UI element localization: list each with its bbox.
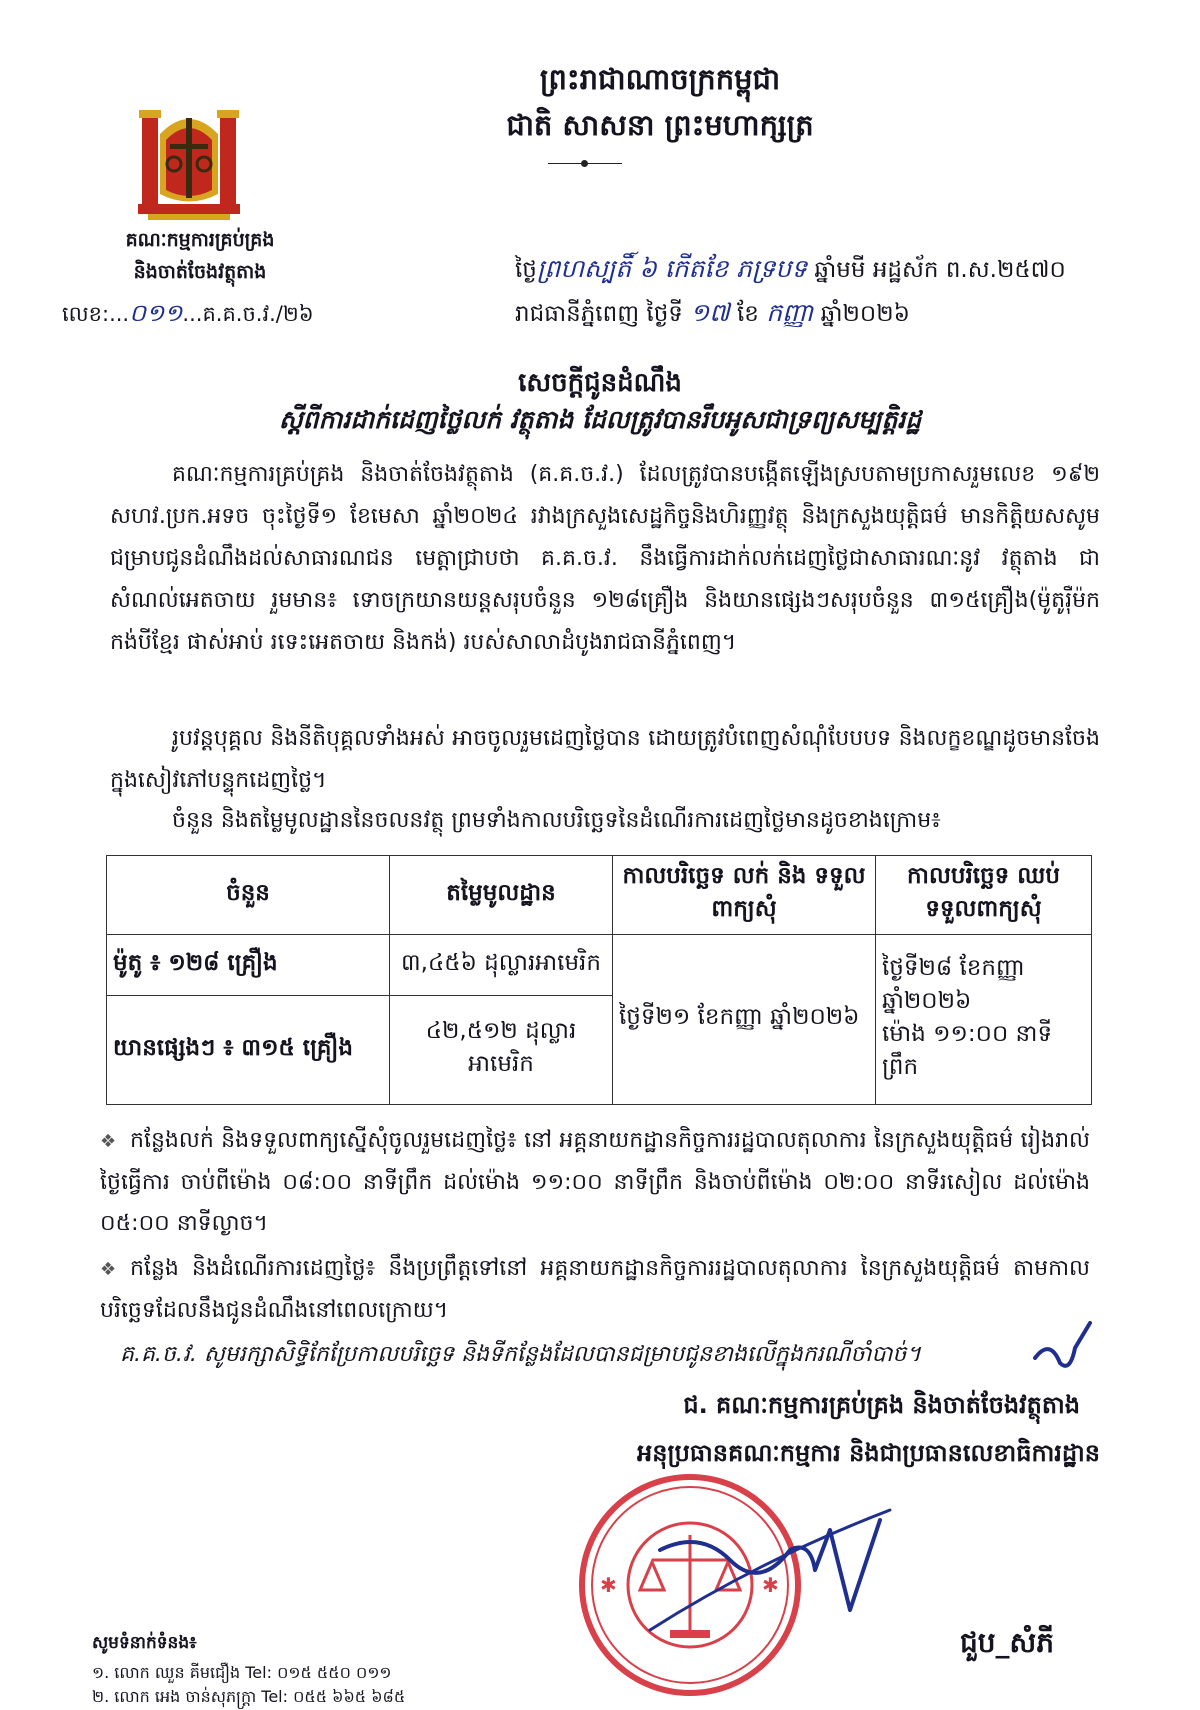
header-sale-date: កាលបរិច្ឆេទ លក់ និង ទទួលពាក្យសុំ [613, 856, 876, 935]
committee-name-line2: និងចាត់ចែងវត្ថុតាង [133, 261, 267, 283]
lunar-date-suffix: ឆ្នាំមមី អដ្ឋស័ក ព.ស.២៥៧០ [807, 257, 1066, 283]
svg-text:✱: ✱ [762, 1573, 779, 1597]
solar-date-prefix: រាជធានីភ្នំពេញ ថ្ងៃទី [515, 301, 691, 327]
body-paragraph-1: គណៈកម្មការគ្រប់គ្រង និងចាត់ចែងវត្ថុតាង (គ.គ.ច.វ.) ដែលត្រូវបានបង្កើតឡើងស្របតាមប្រកាសរួមលេខ ១៩២ សហវ.ប្រក.អទច ចុះថ្ងៃទី១ ខែមេសា ឆ្នាំ២០២៤ រវាងក្រសួងសេដ្ឋកិច្ចនិងហិរញ្ញវត្ថុ និងក្រសួងយុត្តិធម៌ មានកិត្តិយសសូមជម្រាបជូនដំណឹងដល់សាធារណជន មេត្តាជ្រាបថា គ.គ.ច.វ. នឹងធ្វើការដាក់លក់ដេញថ្លៃជាសាធារណៈនូវ វត្ថុតាង ជាសំណល់អេតចាយ រួមមាន៖ ទោចក្រយានយន្តសរុបចំនួន ១២៨គ្រឿង និងយានផ្សេងៗសរុបចំនួន ៣១៥គ្រឿង(ម៉ូតូរ៉ឺម៉ក កង់បីខ្មែរ ផាស់អាប់ រទេះអេតចាយ និងកង់) របស់សាលាដំបូងរាជធានីភ្នំពេញ។ [110, 462, 1100, 655]
body-paragraph-3: ចំនួន និងតម្លៃមូលដ្ឋាននៃចលនវត្ថុ ព្រមទាំងកាលបរិច្ឆេទនៃដំណើរការដេញថ្លៃមានដូចខាងក្រោម៖ [172, 808, 941, 833]
committee-name-line1: គណៈកម្មការគ្រប់គ្រង [125, 229, 275, 251]
bullet-sale-location-text: កន្លែងលក់ និងទទួលពាក្យស្នើសុំចូលរួមដេញថ្លៃ៖ នៅ អគ្គនាយកដ្ឋានកិច្ចការរដ្ឋបាលតុលាការ នៃក្រសួងយុត្តិធម៌ រៀងរាល់ថ្ងៃធ្វើការ ចាប់ពីម៉ោង ០៨:០០ នាទីព្រឹក ដល់ម៉ោង ១១:០០ នាទីព្រឹក និងចាប់ពីម៉ោង ០២:០០ នាទីរសៀល ដល់ម៉ោង ០៥:០០ នាទីល្ងាច។ [100, 1128, 1090, 1236]
lunar-date [515, 254, 1165, 290]
header-close-date: កាលបរិច្ឆេទ ឈប់ទទួលពាក្យសុំ [876, 856, 1092, 935]
close-time: ម៉ោង ១១:០០ នាទីព្រឹក [882, 1020, 1053, 1080]
header-ornament [548, 162, 622, 165]
svg-text:✱: ✱ [600, 1573, 617, 1597]
table-row [107, 935, 1092, 996]
notice-title: សេចក្តីជូនដំណឹង [518, 368, 682, 398]
ref-suffix: ...គ.គ.ច.វ./២៦ [182, 302, 314, 326]
close-date: ថ្ងៃទី២៨ ខែកញ្ញា ឆ្នាំ២០២៦ [882, 954, 1025, 1014]
kingdom-title: ព្រះរាជាណាចក្រកម្ពុជា [539, 62, 781, 96]
ref-number-handwritten: ០១១ [129, 299, 183, 327]
signatory-title: អនុប្រធានគណៈកម្មការ និងជាប្រធានលេខាធិការដ្ឋាន [637, 1439, 1100, 1467]
national-motto: ជាតិ សាសនា ព្រះមហាក្សត្រ [506, 108, 814, 142]
ministry-emblem [134, 104, 244, 224]
row2-quantity: យានផ្សេងៗ ៖ ៣១៥ គ្រឿង [107, 996, 390, 1105]
bullet-sale-location [100, 1120, 1090, 1244]
solar-date [515, 298, 1165, 334]
diamond-bullet-icon: ❖ [100, 1259, 117, 1280]
header-base-price: តម្លៃមូលដ្ឋាន [390, 856, 613, 935]
solar-month: កញ្ញា [766, 298, 814, 327]
solar-day: ១៧ [690, 298, 730, 327]
contact-2: ២. លោក អេង ចាន់សុភក្រ្តា Tel: ០៥៥ ៦៦៥ ៦៨៥ [92, 1687, 406, 1706]
row1-quantity: ម៉ូតូ ៖ ១២៨ គ្រឿង [107, 935, 390, 996]
ref-prefix: លេខ:... [62, 302, 130, 326]
solar-date-mid: ខែ [729, 301, 767, 327]
row2-price: ៤២,៥១២ ដុល្លារអាមេរិក [390, 996, 613, 1105]
body-paragraph-2: រូបវន្តបុគ្គល និងនីតិបុគ្គលទាំងអស់ អាចចូលរួមដេញថ្លៃបាន ដោយត្រូវបំពេញសំណុំបែបបទ និងលក្ខខណ្ឌដូចមានចែងក្នុងសៀវភៅបន្ទុកដេញថ្លៃ។ [110, 726, 1100, 793]
reference-number [62, 298, 314, 333]
contact-1: ១. លោក ឈួន គីមជឿង Tel: ០១៥ ៥៥០ ០១១ [92, 1663, 392, 1682]
diamond-bullet-icon: ❖ [100, 1131, 117, 1152]
row1-price: ៣,៤៥៦ ដុល្លារអាមេរិក [390, 935, 613, 996]
contacts-title: សូមទំនាក់ទំនង៖ [92, 1633, 197, 1653]
header-quantity: ចំនួន [107, 856, 390, 935]
table-header-row [107, 856, 1092, 935]
rights-reserved-note: គ.គ.ច.វ. សូមរក្សាសិទ្ធិកែប្រែកាលបរិច្ឆេទ និងទីកន្លែងដែលបានជម្រាបជូនខាងលើក្នុងករណីចាំបាច់។ [120, 1342, 921, 1367]
signatory-name: ជួប_សំភី [960, 1626, 1054, 1659]
lunar-date-handwritten: ព្រហស្បតិ៍ ៦ កើតខែ ភទ្របទ [536, 254, 808, 283]
lunar-date-prefix: ថ្ងៃ [515, 257, 537, 283]
bullet-auction-process-text: កន្លែង និងដំណើរការដេញថ្លៃ៖ នឹងប្រព្រឹត្តទៅនៅ អគ្គនាយកដ្ឋានកិច្ចការរដ្ឋបាលតុលាការ នៃក្រសួងយុត្តិធម៌ តាមកាលបរិច្ឆេទដែលនឹងជូនដំណឹងនៅពេលក្រោយ។ [100, 1256, 1090, 1323]
handwritten-signature [640, 1490, 900, 1640]
notice-subject: ស្តីពីការដាក់ដេញថ្លៃលក់ វត្ថុតាង ដែលត្រូវបានរឹបអូសជាទ្រព្យសម្បត្តិរដ្ឋ [278, 405, 922, 434]
bullet-auction-process [100, 1248, 1090, 1331]
auction-table [106, 855, 1092, 1105]
sale-date-cell: ថ្ងៃទី២១ ខែកញ្ញា ឆ្នាំ២០២៦ [613, 935, 876, 1105]
signatory-committee: ជ. គណៈកម្មការគ្រប់គ្រង និងចាត់ចែងវត្ថុតាង [683, 1391, 1080, 1419]
close-date-cell [876, 935, 1092, 1105]
solar-year: ឆ្នាំ២០២៦ [813, 301, 910, 327]
initial-mark [1030, 1318, 1100, 1378]
